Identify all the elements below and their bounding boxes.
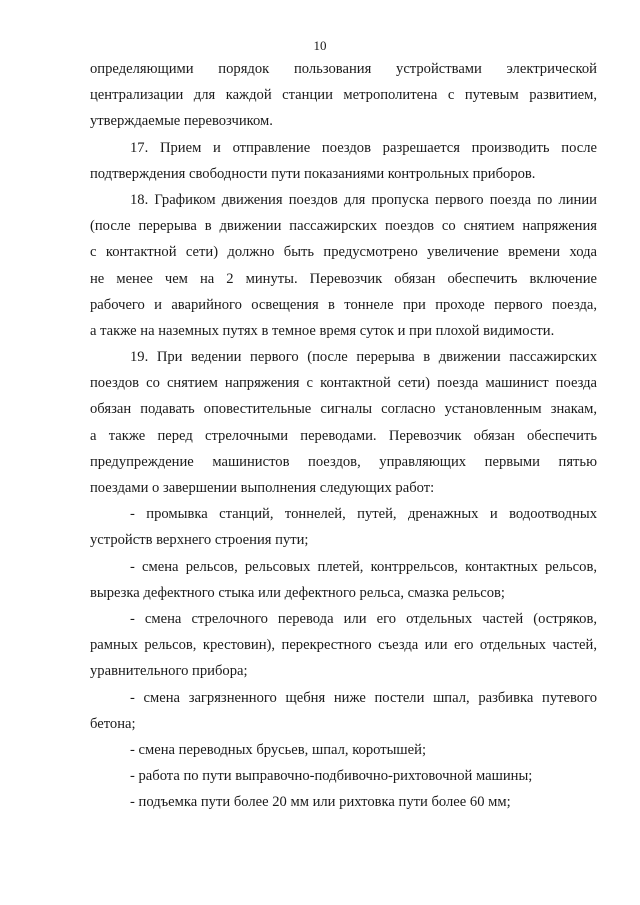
text-line: не менее чем на 2 минуты. Перевозчик обязан обеспечить включение xyxy=(90,270,597,287)
text-line: 19. При ведении первого (после перерыва в движении пассажирских xyxy=(130,349,597,366)
text-line: 17. Прием и отправление поездов разрешается производить после xyxy=(130,139,597,156)
page-number: 10 xyxy=(313,38,327,53)
text-line: поездов со снятием напряжения с контактной сети) поезда машинист поезда xyxy=(90,375,597,392)
text-line: - смена стрелочного перевода или его отдельных частей (остряков, xyxy=(130,610,597,627)
text-line: а также на наземных путях в темное время суток и при плохой видимости. xyxy=(90,322,555,339)
text-line: предупреждение машинистов поездов, управляющих первыми пятью xyxy=(90,453,597,470)
text-line: поездами о завершении выполнения следующих работ: xyxy=(90,480,435,496)
text-line: а также перед стрелочными переводами. Перевозчик обязан обеспечить xyxy=(90,427,597,444)
text-line: - подъемка пути более 20 мм или рихтовка пути более 60 мм; xyxy=(130,794,511,811)
text-line: с контактной сети) должно быть предусмотрено увеличение времени хода xyxy=(90,244,597,261)
text-line: уравнительного прибора; xyxy=(90,663,248,680)
text-line: централизации для каждой станции метрополитена с путевым развитием, xyxy=(90,87,597,104)
text-line: устройств верхнего строения пути; xyxy=(90,532,309,549)
text-line: (после перерыва в движении пассажирских поездов со снятием напряжения xyxy=(90,218,597,235)
text-line: - смена переводных брусьев, шпал, коротышей; xyxy=(130,741,427,758)
text-line: обязан подавать оповестительные сигналы согласно установленным знакам, xyxy=(90,401,597,418)
text-line: 18. Графиком движения поездов для пропуска первого поезда по линии xyxy=(130,191,597,208)
text-line: бетона; xyxy=(90,715,136,732)
text-line: вырезка дефектного стыка или дефектного рельса, смазка рельсов; xyxy=(90,584,505,601)
text-line: - работа по пути выправочно-подбивочно-рихтовочной машины; xyxy=(130,768,533,785)
text-line: - смена рельсов, рельсовых плетей, контррельсов, контактных рельсов, xyxy=(130,558,597,575)
text-line: подтверждения свободности пути показаниями контрольных приборов. xyxy=(90,165,536,182)
text-line: определяющими порядок пользования устройствами электрической xyxy=(90,61,597,77)
text-line: утверждаемые перевозчиком. xyxy=(90,113,273,130)
text-line: рамных рельсов, крестовин), перекрестного съезда или его отдельных частей, xyxy=(90,637,597,654)
text-line: - смена загрязненного щебня ниже постели шпал, разбивка путевого xyxy=(130,689,597,706)
document-body xyxy=(90,56,597,815)
text-line: рабочего и аварийного освещения в тоннеле при проходе первого поезда, xyxy=(90,296,597,313)
text-line: - промывка станций, тоннелей, путей, дренажных и водоотводных xyxy=(130,506,597,523)
